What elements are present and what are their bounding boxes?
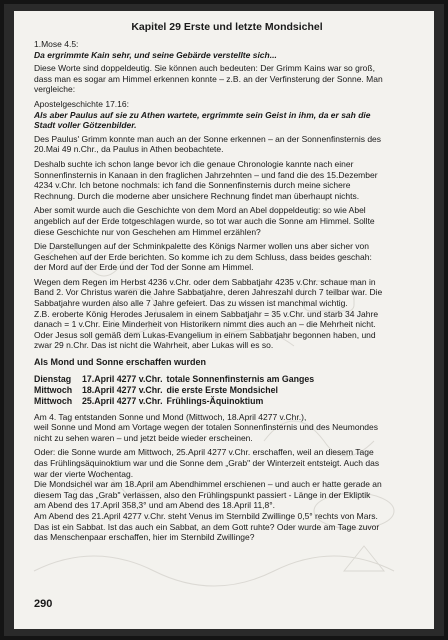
bible-reference: Apostelgeschichte 17.16: [34, 98, 129, 109]
paragraph [34, 63, 420, 95]
page-number: 290 [34, 598, 53, 610]
event-weekday: Mittwoch [34, 384, 73, 395]
text-line: das Menschenpaar erschaffen, hier im Sternbild Zwillinge? [34, 532, 255, 543]
text-line: Das ist ein Sabbat. Ist das auch ein Sabbat, an dem Gott ruhte? Oder wurde am Tage zuvor [34, 521, 380, 532]
paragraph [34, 205, 420, 237]
event-row [34, 374, 420, 385]
text-line: Sabbatjahre wurden also alle 7 Jahre gefeiert. Das zu wissen ist manchmal wichtig. [34, 298, 348, 309]
text-line: Stadt voller Götzenbilder. [34, 120, 137, 131]
text-line: diesem Tag das „Grab" verlassen, also den Frühlingspunkt passiert - Länge in der Ekliptik [34, 489, 371, 500]
text-line: 4234 v.Chr. Ich betone nochmals: ich fand die Sonnenfinsternis durch meine sichere [34, 180, 351, 191]
paragraph [34, 277, 420, 351]
text-line: Des Paulus' Grimm konnte man auch an der Sonne erkennen – an der Sonnenfinsternis des [34, 133, 382, 144]
text-line: Geschehen auf der Erde berichten. So komme ich zu dem Schluss, dass beides geschah: [34, 251, 372, 262]
text-line: Am 4. Tag entstanden Sonne und Mond (Mittwoch, 18.April 4277 v.Chr.), [34, 411, 307, 422]
paragraph [34, 241, 420, 273]
bible-quote [34, 110, 420, 131]
event-weekday: Dienstag [34, 373, 72, 384]
text-line: Diese Worte sind doppeldeutig. Sie können auch bedeuten: Der Grimm Kains war so groß, [34, 63, 375, 74]
section-heading: Als Mond und Sonne erschaffen wurden [34, 357, 207, 368]
paragraph [34, 134, 420, 155]
text-line: Die Mondsichel war am 18.April am Abendhimmel erschienen – und auch er hatte gerade an [34, 479, 382, 490]
text-line: Aber somit wurde auch die Geschichte von dem Mord an Abel doppeldeutig: so wie Abel [34, 205, 366, 216]
text-line: Sonnenfinsternis in Kanaan in den fraglichen Jahrzehnten – und fand die des 15.Dezember [34, 169, 378, 180]
text-line: Deshalb suchte ich schon lange bevor ich die genaue Chronologie kannte nach einer [34, 158, 354, 169]
event-description: totale Sonnenfinsternis am Ganges [166, 373, 315, 384]
paragraph [34, 447, 420, 542]
text-line: zwar 29 n.Chr. Das ist nicht die Wahrheit, aber Lukas will es so. [34, 340, 274, 351]
text-line: Oder: die Sonne wurde am Mittwoch, 25.April 4277 v.Chr. erschaffen, weil an diesem Tage [34, 447, 374, 458]
text-line: Am Abend des 21.April 4277 v.Chr. steht Venus im Sternbild Zwillinge 0,5° rechts von Mars. [34, 510, 378, 521]
text-line: danach = 1 v.Chr. Eine Minderheit von Historikern nimmt dies auch an – die Mehrheit nicht. [34, 319, 376, 330]
event-date: 18.April 4277 v.Chr. [82, 384, 163, 395]
text-line: Wegen dem Regen im Herbst 4236 v.Chr. oder dem Sabbatjahr 4235 v.Chr. schaue man in [34, 276, 376, 287]
bible-reference: 1.Mose 4.5: [34, 39, 79, 49]
event-date: 25.April 4277 v.Chr. [82, 395, 163, 406]
text-line: 20.Mai 49 n.Chr., da Paulus in Athen beobachtete. [34, 144, 224, 155]
bible-quote: Da ergrimmte Kain sehr, und seine Gebärde verstellte sich... [34, 49, 277, 60]
text-line: war der vierte Wochentag. [34, 468, 134, 479]
text-line: Oder Jesus soll gemäß dem Lukas-Evangelium in einem Sabbatjahr begonnen haben, und [34, 329, 376, 340]
paragraph [34, 159, 420, 201]
text-line: diese Geschichte nur von Geschehen am Himmel erzählen? [34, 226, 261, 237]
event-row [34, 396, 420, 407]
chapter-title: Kapitel 29 Erste und letzte Mondsichel [131, 21, 323, 33]
event-list [34, 374, 420, 407]
paragraph [34, 412, 420, 444]
text-line: das Frühlingsäquinoktium war und die Sonne dem „Grab" der Winterzeit entsteigt. Auch das [34, 458, 380, 468]
event-row [34, 385, 420, 396]
text-line: am Abend des 17.April 358,3° und am Abend des 18.April 11,8°. [34, 500, 276, 511]
text-line: weil Sonne und Mond am Vortage wegen der totalen Sonnenfinsternis und des Neumondes [34, 422, 379, 433]
book-page [14, 11, 434, 629]
text-line: der Mord auf der Erde und der Tod der Sonne am Himmel. [34, 262, 254, 273]
text-line: Als aber Paulus auf sie zu Athen wartete, ergrimmte sein Geist in ihm, da er sah die [34, 109, 371, 120]
text-line: vergleiche: [34, 84, 76, 95]
text-line: Rechnung. Durch die moderne aber unsichere Rechnung findet man überhaupt nichts. [34, 190, 360, 201]
text-line: nicht zu sehen waren – und jetzt beide wieder erscheinen. [34, 432, 253, 443]
page-content [34, 21, 420, 547]
event-date: 17.April 4277 v.Chr. [82, 373, 163, 384]
text-line: dass man es sogar am Himmel erkennen konnte – z.B. an der Verfinsterung der Sonne. Man [34, 73, 383, 84]
event-weekday: Mittwoch [34, 395, 73, 406]
text-line: Z.B. eroberte König Herodes Jerusalem in einem Sabbatjahr = 35 v.Chr. und starb 34 Jahre [34, 308, 379, 319]
text-line: angeblich auf der Erde totgeschlagen wurde, so tot war auch die Sonne am Himmel. Sollte [34, 215, 375, 226]
event-description: die erste Erste Mondsichel [166, 384, 278, 395]
text-line: Die Darstellungen auf der Schminkpalette des Königs Narmer wollen uns aber sicher von [34, 241, 369, 252]
text-line: Band 2. Vor Christus waren die Jahre Sabbatjahre, deren Jahreszahl durch 7 teilbar war. Die [34, 287, 383, 298]
event-description: Frühlings-Äquinoktium [166, 395, 264, 406]
